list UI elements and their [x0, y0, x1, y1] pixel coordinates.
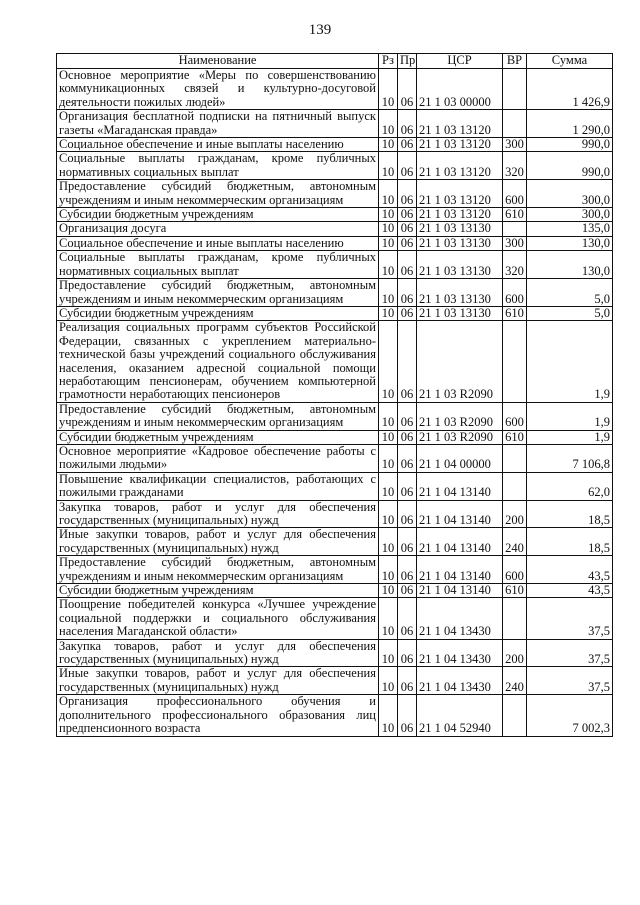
table-row [57, 402, 613, 430]
cell-vr: 240 [503, 667, 527, 695]
table-row [57, 667, 613, 695]
cell-name: Основное мероприятие «Меры по совершенствованию коммуникационных связей и культурно-досуговой деятельности пожилых людей» [57, 69, 379, 110]
table-row [57, 222, 613, 236]
cell-csr: 21 1 03 00000 [417, 69, 503, 110]
cell-name: Субсидии бюджетным учреждениям [57, 306, 379, 320]
cell-sum: 43,5 [527, 584, 613, 598]
cell-vr: 320 [503, 251, 527, 279]
cell-csr: 21 1 04 13430 [417, 667, 503, 695]
cell-sum: 1,9 [527, 430, 613, 444]
cell-rz: 10 [379, 528, 398, 556]
cell-pr: 06 [398, 430, 417, 444]
cell-vr: 200 [503, 500, 527, 528]
cell-name: Организация досуга [57, 222, 379, 236]
table-row [57, 444, 613, 472]
cell-pr: 06 [398, 251, 417, 279]
cell-name: Предоставление субсидий бюджетным, автономным учреждениям и иным некоммерческим организациям [57, 402, 379, 430]
table-row [57, 500, 613, 528]
cell-rz: 10 [379, 236, 398, 250]
cell-pr: 06 [398, 528, 417, 556]
table-row [57, 279, 613, 307]
cell-vr [503, 110, 527, 138]
header-name: Наименование [57, 54, 379, 69]
cell-pr: 06 [398, 500, 417, 528]
cell-vr: 240 [503, 528, 527, 556]
cell-vr [503, 222, 527, 236]
cell-csr: 21 1 03 13120 [417, 138, 503, 152]
cell-csr: 21 1 04 13140 [417, 528, 503, 556]
cell-vr [503, 598, 527, 639]
cell-rz: 10 [379, 251, 398, 279]
header-sum: Сумма [527, 54, 613, 69]
cell-name: Социальные выплаты гражданам, кроме публичных нормативных социальных выплат [57, 251, 379, 279]
cell-name: Социальные выплаты гражданам, кроме публичных нормативных социальных выплат [57, 152, 379, 180]
cell-name: Иные закупки товаров, работ и услуг для обеспечения государственных (муниципальных) нужд [57, 528, 379, 556]
cell-rz: 10 [379, 598, 398, 639]
table-row [57, 208, 613, 222]
cell-vr [503, 695, 527, 736]
cell-rz: 10 [379, 402, 398, 430]
cell-csr: 21 1 03 13120 [417, 180, 503, 208]
cell-sum: 135,0 [527, 222, 613, 236]
table-row [57, 69, 613, 110]
cell-rz: 10 [379, 110, 398, 138]
cell-vr: 300 [503, 236, 527, 250]
cell-sum: 1,9 [527, 402, 613, 430]
cell-sum: 5,0 [527, 279, 613, 307]
cell-rz: 10 [379, 639, 398, 667]
table-row [57, 584, 613, 598]
table-row [57, 598, 613, 639]
cell-csr: 21 1 03 13130 [417, 222, 503, 236]
cell-pr: 06 [398, 444, 417, 472]
table-row [57, 430, 613, 444]
cell-csr: 21 1 04 13140 [417, 556, 503, 584]
cell-sum: 7 002,3 [527, 695, 613, 736]
cell-rz: 10 [379, 138, 398, 152]
cell-sum: 43,5 [527, 556, 613, 584]
budget-table [56, 53, 613, 737]
cell-sum: 130,0 [527, 236, 613, 250]
cell-sum: 300,0 [527, 180, 613, 208]
cell-sum: 990,0 [527, 138, 613, 152]
cell-rz: 10 [379, 208, 398, 222]
cell-sum: 990,0 [527, 152, 613, 180]
cell-vr [503, 472, 527, 500]
cell-csr: 21 1 03 13130 [417, 251, 503, 279]
cell-rz: 10 [379, 222, 398, 236]
cell-name: Предоставление субсидий бюджетным, автономным учреждениям и иным некоммерческим организациям [57, 180, 379, 208]
cell-sum: 18,5 [527, 528, 613, 556]
cell-pr: 06 [398, 138, 417, 152]
cell-sum: 62,0 [527, 472, 613, 500]
cell-vr [503, 444, 527, 472]
cell-name: Основное мероприятие «Кадровое обеспечение работы с пожилыми людьми» [57, 444, 379, 472]
cell-name: Организация профессионального обучения и дополнительного профессионального образования лиц предпенсионного возраста [57, 695, 379, 736]
header-rz: Рз [379, 54, 398, 69]
table-row [57, 472, 613, 500]
cell-rz: 10 [379, 472, 398, 500]
cell-pr: 06 [398, 598, 417, 639]
cell-name: Поощрение победителей конкурса «Лучшее учреждение социальной поддержки и социального обслуживания населения Магаданской области» [57, 598, 379, 639]
cell-pr: 06 [398, 321, 417, 402]
cell-name: Иные закупки товаров, работ и услуг для обеспечения государственных (муниципальных) нужд [57, 667, 379, 695]
cell-csr: 21 1 03 R2090 [417, 430, 503, 444]
cell-csr: 21 1 04 13140 [417, 472, 503, 500]
cell-pr: 06 [398, 180, 417, 208]
cell-pr: 06 [398, 639, 417, 667]
cell-rz: 10 [379, 279, 398, 307]
cell-name: Предоставление субсидий бюджетным, автономным учреждениям и иным некоммерческим организациям [57, 279, 379, 307]
cell-pr: 06 [398, 667, 417, 695]
cell-sum: 37,5 [527, 667, 613, 695]
cell-name: Субсидии бюджетным учреждениям [57, 208, 379, 222]
cell-csr: 21 1 03 13130 [417, 279, 503, 307]
cell-rz: 10 [379, 500, 398, 528]
cell-name: Организация бесплатной подписки на пятничный выпуск газеты «Магаданская правда» [57, 110, 379, 138]
cell-csr: 21 1 04 13430 [417, 598, 503, 639]
cell-pr: 06 [398, 306, 417, 320]
cell-rz: 10 [379, 152, 398, 180]
cell-rz: 10 [379, 695, 398, 736]
cell-name: Реализация социальных программ субъектов Российской Федерации, связанных с укреплением материально-технической базы учреждений социального обслуживания населения, оказанием адресной социальной помощи неработающим пенсионерам, обучением компьютерной грамотности неработающих пенсионеров [57, 321, 379, 402]
cell-sum: 7 106,8 [527, 444, 613, 472]
cell-vr: 610 [503, 306, 527, 320]
cell-pr: 06 [398, 222, 417, 236]
header-csr: ЦСР [417, 54, 503, 69]
cell-sum: 1 290,0 [527, 110, 613, 138]
cell-rz: 10 [379, 180, 398, 208]
cell-csr: 21 1 03 13120 [417, 110, 503, 138]
cell-pr: 06 [398, 236, 417, 250]
cell-rz: 10 [379, 69, 398, 110]
cell-csr: 21 1 03 13130 [417, 306, 503, 320]
cell-pr: 06 [398, 279, 417, 307]
table-row [57, 528, 613, 556]
cell-vr: 600 [503, 180, 527, 208]
cell-vr: 600 [503, 402, 527, 430]
cell-pr: 06 [398, 152, 417, 180]
cell-pr: 06 [398, 402, 417, 430]
cell-pr: 06 [398, 208, 417, 222]
cell-csr: 21 1 03 R2090 [417, 321, 503, 402]
cell-name: Социальное обеспечение и иные выплаты населению [57, 236, 379, 250]
cell-csr: 21 1 04 00000 [417, 444, 503, 472]
table-row [57, 152, 613, 180]
cell-vr: 300 [503, 138, 527, 152]
table-row [57, 695, 613, 736]
header-pr: Пр [398, 54, 417, 69]
cell-sum: 5,0 [527, 306, 613, 320]
cell-vr [503, 69, 527, 110]
table-row [57, 556, 613, 584]
table-body [57, 69, 613, 737]
cell-name: Субсидии бюджетным учреждениям [57, 430, 379, 444]
cell-vr: 610 [503, 208, 527, 222]
cell-name: Социальное обеспечение и иные выплаты населению [57, 138, 379, 152]
cell-pr: 06 [398, 110, 417, 138]
cell-rz: 10 [379, 584, 398, 598]
cell-sum: 18,5 [527, 500, 613, 528]
cell-rz: 10 [379, 667, 398, 695]
cell-pr: 06 [398, 472, 417, 500]
cell-vr: 600 [503, 279, 527, 307]
table-row [57, 306, 613, 320]
header-vr: ВР [503, 54, 527, 69]
table-row [57, 321, 613, 402]
cell-csr: 21 1 04 13140 [417, 500, 503, 528]
table-row [57, 639, 613, 667]
cell-pr: 06 [398, 69, 417, 110]
cell-sum: 1 426,9 [527, 69, 613, 110]
cell-csr: 21 1 04 13430 [417, 639, 503, 667]
cell-name: Предоставление субсидий бюджетным, автономным учреждениям и иным некоммерческим организациям [57, 556, 379, 584]
cell-vr: 320 [503, 152, 527, 180]
cell-rz: 10 [379, 306, 398, 320]
cell-csr: 21 1 03 R2090 [417, 402, 503, 430]
cell-csr: 21 1 04 13140 [417, 584, 503, 598]
table-row [57, 236, 613, 250]
cell-pr: 06 [398, 556, 417, 584]
cell-csr: 21 1 03 13120 [417, 152, 503, 180]
cell-sum: 1,9 [527, 321, 613, 402]
cell-csr: 21 1 04 52940 [417, 695, 503, 736]
cell-vr: 200 [503, 639, 527, 667]
cell-vr [503, 321, 527, 402]
cell-sum: 300,0 [527, 208, 613, 222]
cell-name: Субсидии бюджетным учреждениям [57, 584, 379, 598]
table-row [57, 138, 613, 152]
cell-csr: 21 1 03 13120 [417, 208, 503, 222]
cell-vr: 610 [503, 430, 527, 444]
cell-sum: 130,0 [527, 251, 613, 279]
cell-name: Закупка товаров, работ и услуг для обеспечения государственных (муниципальных) нужд [57, 639, 379, 667]
cell-sum: 37,5 [527, 598, 613, 639]
cell-name: Закупка товаров, работ и услуг для обеспечения государственных (муниципальных) нужд [57, 500, 379, 528]
cell-rz: 10 [379, 556, 398, 584]
cell-sum: 37,5 [527, 639, 613, 667]
cell-vr: 600 [503, 556, 527, 584]
table-row [57, 180, 613, 208]
cell-pr: 06 [398, 695, 417, 736]
table-row [57, 110, 613, 138]
table-row [57, 251, 613, 279]
cell-name: Повышение квалификации специалистов, работающих с пожилыми гражданами [57, 472, 379, 500]
cell-vr: 610 [503, 584, 527, 598]
cell-rz: 10 [379, 430, 398, 444]
cell-rz: 10 [379, 444, 398, 472]
page-number: 139 [308, 22, 332, 38]
table-header-row [57, 54, 613, 69]
cell-rz: 10 [379, 321, 398, 402]
cell-pr: 06 [398, 584, 417, 598]
cell-csr: 21 1 03 13130 [417, 236, 503, 250]
